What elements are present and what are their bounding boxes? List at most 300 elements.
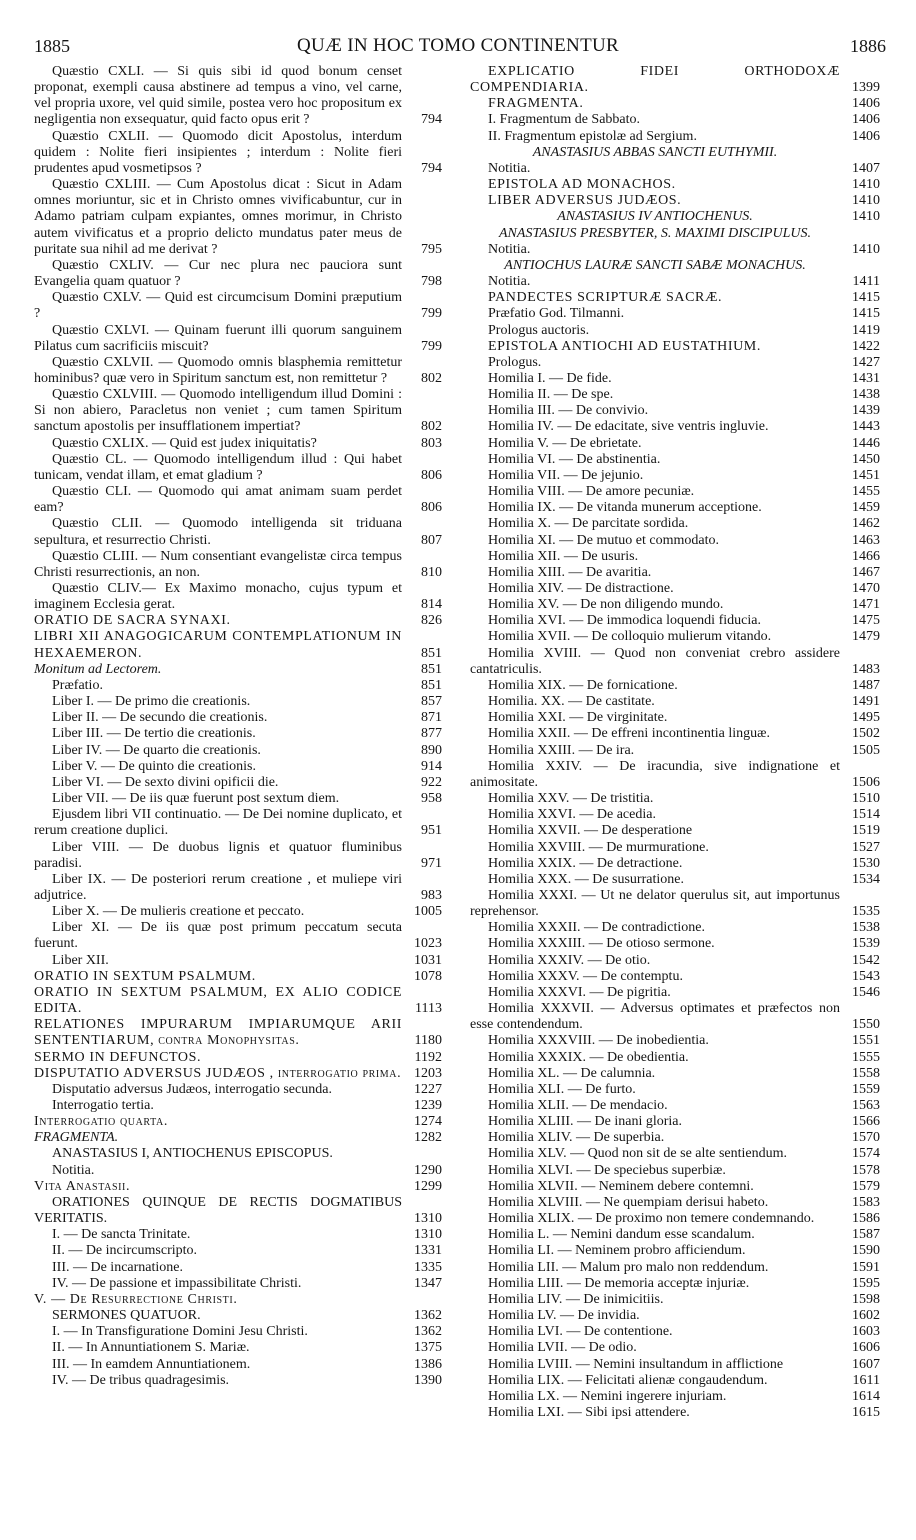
entry-title: Homilia VII. — De jejunio. (488, 467, 644, 483)
entry-title: Homilia XLIV. — De superbia. (488, 1130, 665, 1146)
toc-entry (470, 258, 880, 274)
entry-page-number: 1559 (852, 1081, 880, 1097)
toc-entry (470, 759, 880, 791)
entry-title: Liber VI. — De sexto divini opificii die. (52, 774, 279, 790)
entry-page-number: 1415 (852, 306, 880, 322)
toc-entry (34, 258, 442, 290)
toc-entry (34, 840, 442, 872)
toc-entry (34, 759, 442, 775)
entry-title: IV. — De passione et impassibilitate Christi. (52, 1275, 302, 1291)
entry-title: Homilia XVIII. — Quod non conveniat crebro assidere cantatriculis. (470, 645, 840, 677)
toc-entry (470, 953, 880, 969)
toc-entry (470, 743, 880, 759)
entry-title: Interrogatio quarta. (34, 1114, 168, 1130)
entry-page-number: 1031 (414, 952, 442, 968)
toc-entry (470, 1373, 880, 1389)
toc-entry (470, 791, 880, 807)
entry-title: Homilia XII. — De usuris. (488, 548, 639, 564)
toc-entry (470, 209, 880, 225)
entry-page-number: 1583 (852, 1194, 880, 1210)
toc-entry (470, 371, 880, 387)
entry-page-number: 1550 (852, 1017, 880, 1033)
toc-entry (470, 694, 880, 710)
toc-entry (470, 1292, 880, 1308)
entry-page-number: 914 (421, 758, 442, 774)
entry-page-number: 1542 (852, 952, 880, 968)
entry-title: Homilia XXXIX. — De obedientia. (488, 1049, 689, 1065)
entry-title: Homilia. XX. — De castitate. (488, 694, 655, 710)
entry-title: Homilia XVII. — De colloquio mulierum vitando. (488, 629, 772, 645)
entry-title: Notitia. (488, 160, 531, 176)
entry-title: Homilia XXXIV. — De otio. (488, 952, 651, 968)
entry-page-number: 1290 (414, 1162, 442, 1178)
toc-entry (34, 791, 442, 807)
entry-page-number: 1534 (852, 871, 880, 887)
entry-title: Homilia LVI. — De contentione. (488, 1324, 673, 1340)
toc-entry (34, 872, 442, 904)
entry-title: Homilia XLVII. — Neminem debere contemni. (488, 1178, 754, 1194)
toc-entry (470, 856, 880, 872)
entry-title: Præfatio. (52, 677, 103, 693)
entry-page-number: 1587 (852, 1227, 880, 1243)
entry-title: Homilia XIII. — De avaritia. (488, 564, 652, 580)
entry-page-number: 877 (421, 726, 442, 742)
running-header (0, 0, 916, 62)
entry-title: Homilia III. — De convivio. (488, 403, 649, 419)
entry-title: ANASTASIUS IV ANTIOCHENUS. (557, 209, 753, 225)
entry-title: II. Fragmentum epistolæ ad Sergium. (488, 128, 697, 144)
toc-entry (470, 597, 880, 613)
entry-page-number: 851 (421, 661, 442, 677)
toc-entry (470, 823, 880, 839)
toc-entry (34, 129, 442, 177)
entry-title: FRAGMENTA. (488, 96, 584, 112)
entry-title: I. — De sancta Trinitate. (52, 1227, 191, 1243)
entry-title: V. — De Resurrectione Christi. (34, 1291, 238, 1307)
toc-entry (470, 920, 880, 936)
entry-page-number: 1603 (852, 1324, 880, 1340)
toc-entry (470, 1308, 880, 1324)
entry-title: SERMO IN DEFUNCTOS. (34, 1049, 202, 1065)
entry-title: LIBRI XII ANAGOGICARUM CONTEMPLATIONUM IN HEXAEMERON. (34, 629, 402, 661)
toc-entry (470, 565, 880, 581)
entry-page-number: 1410 (852, 177, 880, 193)
entry-title: Liber IV. — De quarto die creationis. (52, 742, 261, 758)
entry-page-number: 1595 (852, 1275, 880, 1291)
entry-page-number: 983 (421, 887, 442, 903)
entry-title: Homilia XI. — De mutuo et commodato. (488, 532, 719, 548)
entry-page-number: 1239 (414, 1098, 442, 1113)
entry-page-number: 1410 (852, 193, 880, 209)
entry-page-number: 1505 (852, 742, 880, 758)
entry-page-number: 1438 (852, 387, 880, 403)
toc-entry (470, 193, 880, 209)
entry-page-number: 1390 (414, 1372, 442, 1388)
entry-page-number: 1347 (414, 1275, 442, 1291)
entry-title: ANASTASIUS PRESBYTER, S. MAXIMI DISCIPULUS. (499, 225, 811, 241)
entry-title: Homilia XXXVI. — De pigritia. (488, 984, 671, 1000)
entry-title: Homilia XLV. — Quod non sit de se alte sentiendum. (488, 1146, 788, 1162)
entry-page-number: 1274 (414, 1114, 442, 1130)
right-column (470, 64, 880, 1421)
entry-title: Prologus auctoris. (488, 322, 590, 338)
toc-entry (470, 177, 880, 193)
entry-title: Quæstio CXLVII. — Quomodo omnis blasphemia remittetur hominibus? quæ vero in Spiritum sanctum est, non remittetur ? (34, 354, 402, 386)
entry-page-number: 1443 (852, 419, 880, 435)
entry-page-number: 1502 (852, 726, 880, 742)
toc-entry (470, 339, 880, 355)
entry-title: Homilia XXIV. — De iracundia, sive indignatione et animositate. (470, 758, 840, 790)
toc-entry (470, 1179, 880, 1195)
toc-entry (34, 920, 442, 952)
entry-title: Quæstio CXLV. — Quid est circumcisum Domini præputium ? (34, 290, 402, 322)
toc-entry (470, 419, 880, 435)
toc-entry (470, 1389, 880, 1405)
toc-entry (34, 1098, 442, 1114)
entry-title: Homilia LIII. — De memoria acceptæ injuriæ. (488, 1275, 750, 1291)
entry-title: Quæstio CLII. — Quomodo intelligenda sit triduana sepultura, et resurrectio Christi. (34, 516, 402, 548)
entry-page-number: 1192 (414, 1049, 442, 1065)
entry-page-number: 1406 (852, 96, 880, 112)
entry-title: Homilia XXVI. — De acedia. (488, 807, 656, 823)
running-title: QUÆ IN HOC TOMO CONTINENTUR (297, 35, 619, 56)
toc-entry (470, 387, 880, 403)
entry-page-number: 922 (421, 774, 442, 790)
entry-title: Homilia XXXII. — De contradictione. (488, 920, 705, 936)
entry-page-number: 1555 (852, 1049, 880, 1065)
entry-page-number: 1310 (414, 1227, 442, 1243)
entry-page-number: 1590 (852, 1243, 880, 1259)
entry-page-number: 1005 (414, 904, 442, 920)
toc-entry (34, 1050, 442, 1066)
entry-page-number: 958 (421, 791, 442, 807)
entry-page-number: 1514 (852, 807, 880, 823)
entry-title: ORATIO IN SEXTUM PSALMUM, EX ALIO CODICE EDITA. (34, 984, 402, 1017)
entry-page-number: 1471 (852, 597, 880, 613)
entry-title: Præfatio God. Tilmanni. (488, 306, 625, 322)
entry-page-number: 794 (421, 160, 442, 176)
toc-entry (34, 484, 442, 516)
toc-entry (470, 1340, 880, 1356)
entry-page-number: 851 (421, 645, 442, 661)
entry-page-number: 1203 (414, 1065, 442, 1081)
entry-page-number: 814 (421, 597, 442, 613)
entry-title: Notitia. (488, 274, 531, 290)
entry-title: Homilia XV. — De non diligendo mundo. (488, 597, 724, 613)
toc-entry (470, 936, 880, 952)
entry-title: FRAGMENTA. (34, 1130, 119, 1146)
entry-title: Liber I. — De primo die creationis. (52, 694, 251, 710)
toc-entry (470, 452, 880, 468)
toc-entry (34, 807, 442, 839)
entry-title: Homilia XIX. — De fornicatione. (488, 677, 678, 693)
entry-page-number: 1446 (852, 435, 880, 451)
entry-title: Quæstio CXLI. — Si quis sibi id quod bonum censet proponat, exempli causa abstinere ad tempus a vino, vel carne, vel propria uxore, vel quid simile, postea vero hoc propositum ex negligentia non exsequatur, quid facto opus erit ? (34, 64, 402, 128)
toc-entry (34, 177, 442, 258)
toc-entry (470, 1001, 880, 1033)
entry-title: DISPUTATIO ADVERSUS JUDÆOS , interrogatio prima. (34, 1065, 402, 1081)
entry-page-number: 1510 (852, 791, 880, 807)
entry-page-number: 1466 (852, 548, 880, 564)
entry-title: Homilia XXV. — De tristitia. (488, 791, 654, 807)
entry-title: Homilia XLVI. — De speciebus superbiæ. (488, 1162, 726, 1178)
entry-page-number: 1470 (852, 581, 880, 596)
entry-title: Homilia XVI. — De immodica loquendi fiducia. (488, 613, 761, 629)
entry-title: Homilia X. — De parcitate sordida. (488, 516, 689, 532)
toc-entry (470, 1050, 880, 1066)
toc-entry (34, 1373, 442, 1389)
entry-page-number: 1180 (414, 1033, 442, 1049)
entry-page-number: 802 (421, 370, 442, 386)
toc-entry (470, 226, 880, 242)
entry-page-number: 1611 (852, 1372, 880, 1388)
toc-entry (470, 1066, 880, 1082)
entry-page-number: 1602 (852, 1308, 880, 1324)
toc-entry (34, 1179, 442, 1195)
entry-title: Quæstio CLIV.— Ex Maximo monacho, cujus typum et imaginem Ecclesia gerat. (34, 581, 402, 613)
entry-page-number: 798 (421, 274, 442, 290)
entry-page-number: 1467 (852, 564, 880, 580)
toc-entry (34, 323, 442, 355)
entry-page-number: 807 (421, 532, 442, 548)
entry-title: LIBER ADVERSUS JUDÆOS. (488, 193, 682, 209)
entry-page-number: 971 (421, 855, 442, 871)
entry-page-number: 1451 (852, 467, 880, 483)
toc-entry (34, 1357, 442, 1373)
toc-entry (470, 726, 880, 742)
toc-entry (470, 355, 880, 371)
toc-entry (34, 775, 442, 791)
entry-page-number: 1310 (414, 1211, 442, 1227)
toc-entry (34, 290, 442, 322)
toc-entry (34, 436, 442, 452)
entry-title: ANTIOCHUS LAURÆ SANCTI SABÆ MONACHUS. (504, 257, 806, 273)
left-column (34, 64, 442, 1389)
toc-entry (470, 274, 880, 290)
toc-entry (470, 646, 880, 678)
entry-page-number: 951 (421, 823, 442, 839)
toc-entry (34, 629, 442, 661)
entry-page-number: 1450 (852, 451, 880, 467)
entry-page-number: 857 (421, 694, 442, 710)
entry-page-number: 806 (421, 500, 442, 516)
entry-page-number: 1519 (852, 823, 880, 839)
toc-entry (34, 1017, 442, 1049)
toc-entry (34, 387, 442, 435)
entry-page-number: 794 (421, 112, 442, 128)
entry-page-number: 1586 (852, 1211, 880, 1227)
entry-page-number: 1282 (414, 1130, 442, 1146)
toc-entry (470, 807, 880, 823)
entry-page-number: 802 (421, 419, 442, 435)
entry-page-number: 1335 (414, 1259, 442, 1275)
toc-entry (470, 96, 880, 112)
entry-title: Homilia XXI. — De virginitate. (488, 710, 668, 726)
entry-title: I. Fragmentum de Sabbato. (488, 112, 641, 128)
toc-entry (470, 1260, 880, 1276)
entry-page-number: 1538 (852, 920, 880, 936)
entry-title: Disputatio adversus Judæos, interrogatio secunda. (52, 1081, 332, 1097)
toc-entry (470, 64, 880, 96)
entry-title: Quæstio CLI. — Quomodo qui amat animam suam perdet eam? (34, 484, 402, 516)
entry-page-number: 1614 (852, 1388, 880, 1404)
entry-title: Homilia XLIII. — De inani gloria. (488, 1114, 683, 1130)
toc-entry (34, 1195, 442, 1227)
toc-entry (470, 1405, 880, 1421)
entry-page-number: 799 (421, 306, 442, 322)
toc-entry (34, 1260, 442, 1276)
page-number-right: 1886 (850, 36, 886, 56)
entry-title: Homilia XLIX. — De proximo non temere condemnando. (488, 1211, 815, 1227)
entry-page-number: 1407 (852, 160, 880, 176)
entry-page-number: 1463 (852, 532, 880, 548)
toc-entry (470, 290, 880, 306)
entry-title: Liber II. — De secundo die creationis. (52, 710, 268, 726)
toc-entry (470, 145, 880, 161)
entry-title: Homilia LII. — Malum pro malo non reddendum. (488, 1259, 769, 1275)
entry-title: Quæstio CL. — Quomodo intelligendum illud : Qui habet tunicam, vendat illam, et emat gladium ? (34, 451, 402, 483)
entry-page-number: 1598 (852, 1291, 880, 1307)
entry-title: Homilia XXXV. — De contemptu. (488, 968, 683, 984)
entry-page-number: 826 (421, 613, 442, 629)
entry-title: Homilia I. — De fide. (488, 370, 612, 386)
toc-entry (470, 629, 880, 645)
entry-page-number: 1487 (852, 677, 880, 693)
entry-page-number: 1439 (852, 403, 880, 419)
entry-title: Liber IX. — De posteriori rerum creatione , et mulieре viri adjutrice. (34, 871, 402, 903)
entry-title: Liber X. — De mulieris creatione et peccato. (52, 904, 305, 920)
entry-title: Homilia IX. — De vitanda munerum acceptione. (488, 500, 762, 516)
entry-page-number: 1579 (852, 1178, 880, 1194)
entry-page-number: 1506 (852, 774, 880, 790)
entry-page-number: 1427 (852, 354, 880, 370)
entry-title: Homilia IV. — De edacitate, sive ventris ingluvie. (488, 419, 769, 435)
entry-title: EPISTOLA ANTIOCHI AD EUSTATHIUM. (488, 338, 761, 354)
entry-title: EPISTOLA AD MONACHOS. (488, 177, 676, 193)
entry-page-number: 806 (421, 467, 442, 483)
entry-title: Quæstio CXLVI. — Quinam fuerunt illi quorum sanguinem Pilatus cum sacrificiis miscuit? (34, 322, 402, 354)
entry-title: Ejusdem libri VII continuatio. — De Dei nomine duplicato, et rerum creatione duplici. (34, 807, 402, 839)
toc-entry (34, 1292, 442, 1308)
toc-entry (470, 112, 880, 128)
entry-page-number: 1530 (852, 855, 880, 871)
entry-page-number: 1078 (414, 968, 442, 984)
entry-title: Liber V. — De quinto die creationis. (52, 758, 256, 774)
entry-title: Quæstio CLIII. — Num consentiant evangelistæ circa tempus Christi resurrectionis, an non. (34, 548, 402, 580)
entry-page-number: 1431 (852, 370, 880, 386)
toc-entry (470, 1114, 880, 1130)
entry-page-number: 1362 (414, 1324, 442, 1340)
entry-page-number: 1475 (852, 613, 880, 629)
entry-page-number: 1483 (852, 661, 880, 677)
entry-page-number: 1558 (852, 1065, 880, 1081)
entry-title: Homilia XXVII. — De desperatione (488, 823, 693, 839)
entry-page-number: 1411 (852, 274, 880, 290)
entry-page-number: 890 (421, 742, 442, 758)
toc-entry (470, 129, 880, 145)
toc-entry (34, 1114, 442, 1130)
entry-title: Homilia XXII. — De effreni incontinentia linguæ. (488, 726, 771, 742)
entry-title: II. — De incircumscripto. (52, 1243, 198, 1259)
toc-entry (34, 1324, 442, 1340)
entry-title: Homilia XLVIII. — Ne quempiam derisui habeto. (488, 1194, 769, 1210)
entry-title: Liber VIII. — De duobus lignis et quatuor fluminibus paradisi. (34, 839, 402, 871)
entry-title: Quæstio CXLIII. — Cum Apostolus dicat : Sicut in Adam omnes moriuntur, sic et in Christo omnes vivificabuntur, cur in Adamo patriam culpam expiantes, omnes morimur, in Christo autem vivificatus et a proprio delicto mundatus pater meus de puritate sua nihil ad me derivat ? (34, 177, 402, 257)
entry-title: Homilia LIX. — Felicitati alienæ congaudendum. (488, 1372, 768, 1388)
toc-entry (470, 484, 880, 500)
toc-entry (470, 1033, 880, 1049)
entry-title: ANASTASIUS ABBAS SANCTI EUTHYMII. (532, 144, 778, 160)
toc-entry (470, 840, 880, 856)
toc-entry (34, 662, 442, 678)
entry-title: Homilia XXIX. — De detractione. (488, 855, 683, 871)
entry-title: Quæstio CXLIX. — Quid est judex iniquitatis? (52, 435, 317, 451)
entry-title: Homilia XXXVII. — Adversus optimates et præfectos non esse contendendum. (470, 1001, 840, 1033)
toc-entry (34, 1163, 442, 1179)
toc-entry (34, 694, 442, 710)
entry-page-number: 1422 (852, 338, 880, 354)
entry-page-number: 1607 (852, 1356, 880, 1372)
toc-entry (34, 581, 442, 613)
entry-title: Homilia V. — De ebrietate. (488, 435, 642, 451)
entry-title: I. — In Transfiguratione Domini Jesu Christi. (52, 1324, 308, 1340)
entry-title: EXPLICATIO FIDEI ORTHODOXÆ COMPENDIARIA. (470, 64, 840, 96)
entry-title: Homilia XXVIII. — De murmuratione. (488, 839, 709, 855)
entry-page-number: 1410 (852, 209, 880, 225)
entry-title: Homilia LVII. — De odio. (488, 1340, 637, 1356)
entry-page-number: 1535 (852, 904, 880, 920)
entry-title: Homilia LV. — De invidia. (488, 1308, 640, 1324)
entry-title: Liber XI. — De iis quæ post primum peccatum secuta fuerunt. (34, 920, 402, 952)
entry-title: Monitum ad Lectorem. (34, 661, 162, 677)
entry-title: IV. — De tribus quadragesimis. (52, 1372, 230, 1388)
entry-page-number: 1574 (852, 1146, 880, 1162)
entry-page-number: 1563 (852, 1098, 880, 1113)
toc-entry (34, 1340, 442, 1356)
toc-entry (470, 1276, 880, 1292)
entry-title: Homilia XLII. — De mendacio. (488, 1098, 668, 1113)
entry-title: Homilia XXXVIII. — De inobedientia. (488, 1033, 709, 1049)
entry-page-number: 1570 (852, 1130, 880, 1146)
toc-entry (470, 516, 880, 532)
toc-entry (470, 161, 880, 177)
entry-page-number: 1227 (414, 1081, 442, 1097)
toc-entry (470, 1082, 880, 1098)
toc-entry (34, 1066, 442, 1082)
entry-page-number: 1615 (852, 1404, 880, 1420)
toc-entry (470, 323, 880, 339)
entry-title: ANASTASIUS I, ANTIOCHENUS EPISCOPUS. (52, 1146, 333, 1162)
entry-title: SERMONES QUATUOR. (52, 1308, 201, 1324)
toc-entry (470, 1357, 880, 1373)
entry-page-number: 1113 (415, 1001, 442, 1017)
toc-entry (34, 710, 442, 726)
entry-title: ORATIO IN SEXTUM PSALMUM. (34, 968, 256, 984)
toc-entry (470, 888, 880, 920)
entry-page-number: 1331 (414, 1243, 442, 1259)
toc-entry (34, 452, 442, 484)
entry-title: ORATIONES QUINQUE DE RECTIS DOGMATIBUS VERITATIS. (34, 1194, 402, 1227)
entry-title: Vita Anastasii. (34, 1178, 131, 1194)
entry-page-number: 1399 (852, 80, 880, 96)
entry-title: Homilia XL. — De calumnia. (488, 1065, 656, 1081)
toc-entry (34, 969, 442, 985)
entry-page-number: 1495 (852, 710, 880, 726)
toc-entry (470, 985, 880, 1001)
toc-entry (34, 1276, 442, 1292)
toc-entry (470, 500, 880, 516)
entry-title: Prologus. (488, 354, 542, 370)
